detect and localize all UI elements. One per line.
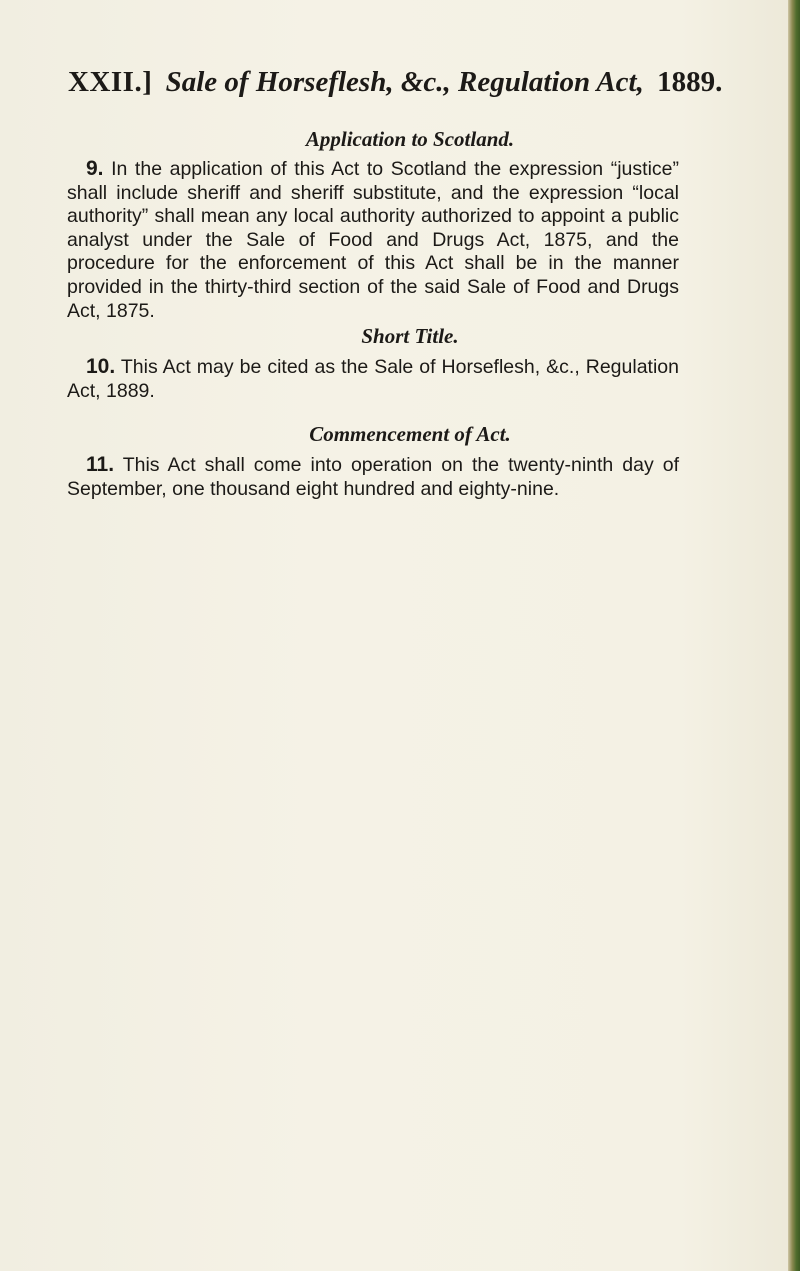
section-heading-short-title: Short Title. [361, 324, 459, 348]
book-binding-edge [788, 0, 800, 1271]
chapter-number: XXII.] [68, 66, 153, 98]
section-11-paragraph [67, 453, 679, 501]
section-text: This Act may be cited as the Sale of Horseflesh, &c., Regulation Act, 1889. [67, 356, 679, 402]
section-10-paragraph [67, 355, 679, 403]
section-9-paragraph [67, 157, 679, 323]
section-number: 10. [86, 355, 116, 378]
section-heading-commencement: Commencement of Act. [309, 422, 511, 446]
section-number: 9. [86, 157, 104, 180]
act-title: Sale of Horseflesh, &c., Regulation Act, [165, 66, 644, 98]
section-text: This Act shall come into operation on the twenty-ninth day of September, one thousand eight hundred and eighty-nine. [67, 454, 679, 500]
section-number: 11. [86, 453, 115, 476]
section-heading-scotland: Application to Scotland. [305, 127, 515, 151]
act-year: 1889. [657, 66, 723, 98]
running-header [68, 66, 723, 106]
section-text: In the application of this Act to Scotland the expression “justice” shall include sheriff and sheriff substitute, and the expression “local authority” shall mean any local authority authorized to appoint a public analyst under the Sale of Food and Drugs Act, 1875, and the procedure for the enforcement of this Act shall be in the manner provided in the thirty-third section of the said Sale of Food and Drugs Act, 1875. [67, 158, 679, 322]
